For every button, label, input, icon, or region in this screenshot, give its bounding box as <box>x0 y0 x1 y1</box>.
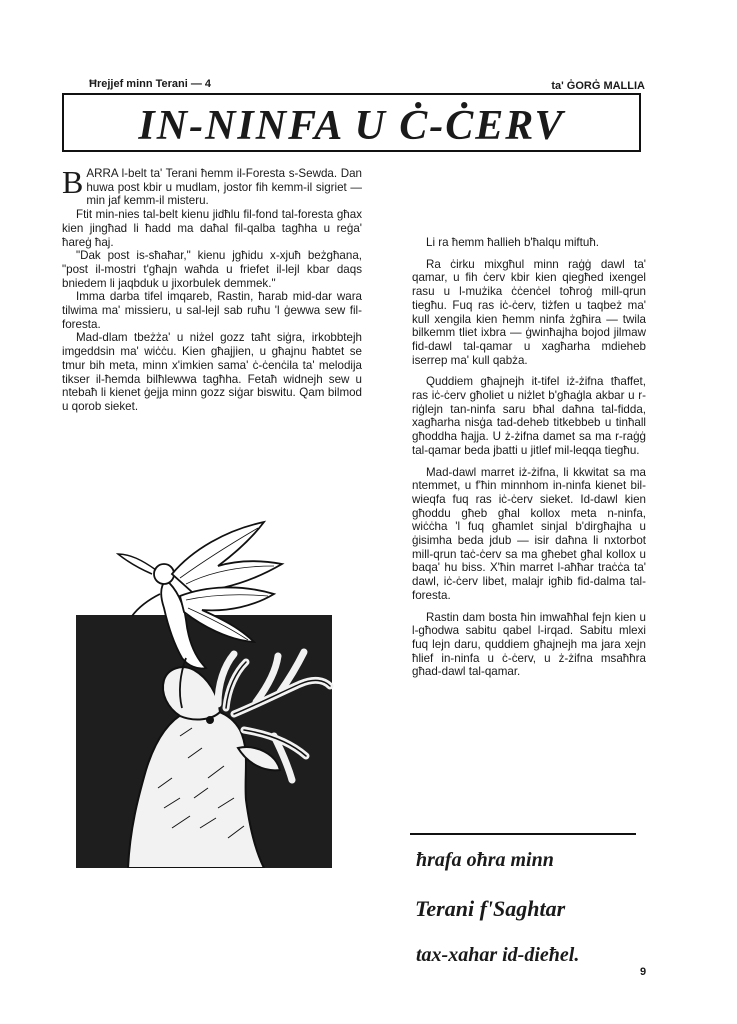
paragraph <box>62 164 362 208</box>
paragraph: Quddiem għajnejh it-tifel iż-żifna tħaffet, ras iċ-ċerv għoliet u niżlet b'għaġla akbar u r-riġlejn tan-ninfa saru bħal daħna tal-fidda, xagħarha nisġa tad-deheb titkebbeb u tinħall għoddha ħajja. U ż-żifna damet sa ma r-raġġ tal-qamar beda jbatti u jitlef mil-leqqa tiegħu. <box>412 375 646 457</box>
paragraph: "Dak post is-sħaħar," kienu jgħidu x-xjuħ beżgħana, "post il-mostri t'għajn waħda u friefet il-lejl kbar daqs bniedem li jaqbduk u jixorbulek demmek." <box>62 249 362 290</box>
nymph-wing-upper <box>172 522 282 592</box>
paragraph: Ra ċirku mixgħul minn raġġ dawl ta' qamar, u fih ċerv kbir kien qiegħed ixengel rasu u l-mużika ċċenċel toħroġ mill-qrun tiegħu. Fuq ras iċ-ċerv, tiżfen u taqbeż ma' kull xengila kien ħemm ninfa żgħira — twila bilkemm tliet ixbra — ġwinħajha bojod jilmaw fid-dawl tal-qamar u xagħarha mdieheb iserrep ma' kull qabża. <box>412 257 646 367</box>
paragraph: Imma darba tifel imqareb, Rastin, ħarab mid-dar wara tilwima ma' missieru, u sal-lejl sab ruħu 'l ġewwa sew fil-foresta. <box>62 290 362 331</box>
paragraph: Mad-dawl marret iż-żifna, li kkwitat sa ma ntemmet, u f'ħin minnhom in-ninfa kienet bil-wieqfa fuq ras iċ-ċerv sieket. Id-dawl kien għoddu għeb għal kollox meta n-ninfa, wiċċha 'l fuq għamlet sinjal b'dirgħajha u ġisimha beda jdub — isir daħna li nxtorbot mill-qrun taċ-ċerv sa ma għebet għal kollox u baqa' hu biss. X'ħin marret l-aħħar traċċa ta' dawl, iċ-ċerv libet, malajr igħib fid-dalma tal-foresta. <box>412 465 646 602</box>
paragraph: Li ra ħemm ħallieh b'ħalqu miftuħ. <box>426 236 599 249</box>
paragraph: Mad-dlam tbeżża' u niżel gozz taħt siġra, irkobbtejh imgeddsin ma' wiċċu. Kien għajjien, u għajnu ħabtet se tmur bih meta, minn x'imkien sama' ċ-ċenċila ta' melodija tikser il-ħemda bilħlewwa tagħha. Fetaħ widnejh sew u ntebaħ li kienet ġejja minn gozz siġar biswitu. Qam bilmod u qorob sieket. <box>62 331 362 413</box>
left-column <box>62 164 362 414</box>
nymph-hair <box>118 554 156 574</box>
title-box <box>62 93 641 152</box>
nymph-arm <box>132 594 160 616</box>
next-issue-line-2: Terani f'Saghtar <box>415 896 566 921</box>
right-column <box>412 236 646 687</box>
paragraph: Ftit min-nies tal-belt kienu jidħlu fil-fond tal-foresta għax kien jingħad li ħadd ma daħal fil-qalba tagħha u reġa' ħareġ ħaj. <box>62 208 362 249</box>
paragraph: Rastin dam bosta ħin imwaħħal fejn kien u l-għodwa sabitu qabel l-irqad. Sabitu mlexi fuq lejn daru, quddiem għajnejh ma jara xejn ħlief in-ninfa u ċ-ċerv, u ż-żifna msaħħra għad-dawl tal-qamar. <box>412 610 646 679</box>
footer-divider <box>410 833 636 835</box>
running-header-left: Ħrejjef minn Terani — 4 <box>89 78 212 90</box>
drop-cap: B <box>62 164 84 200</box>
stag-eye <box>206 716 214 724</box>
story-title: IN-NINFA U Ċ-ĊERV <box>138 103 565 149</box>
paragraph-text: ARRA l-belt ta' Terani ħemm il-Foresta s-Sewda. Dan huwa post kbir u mudlam, jostor fih kemm-il sigriet — min jaf kemm-il misteru. <box>86 167 362 208</box>
next-issue-line-3: tax-xahar id-dieħel. <box>416 944 580 966</box>
author-credit: ta' ĠORĠ MALLIA <box>551 80 645 92</box>
nymph-and-stag-illustration <box>68 508 358 868</box>
next-issue-line-1: ħrafa oħra minn <box>416 849 554 871</box>
page-number: 9 <box>640 966 647 978</box>
